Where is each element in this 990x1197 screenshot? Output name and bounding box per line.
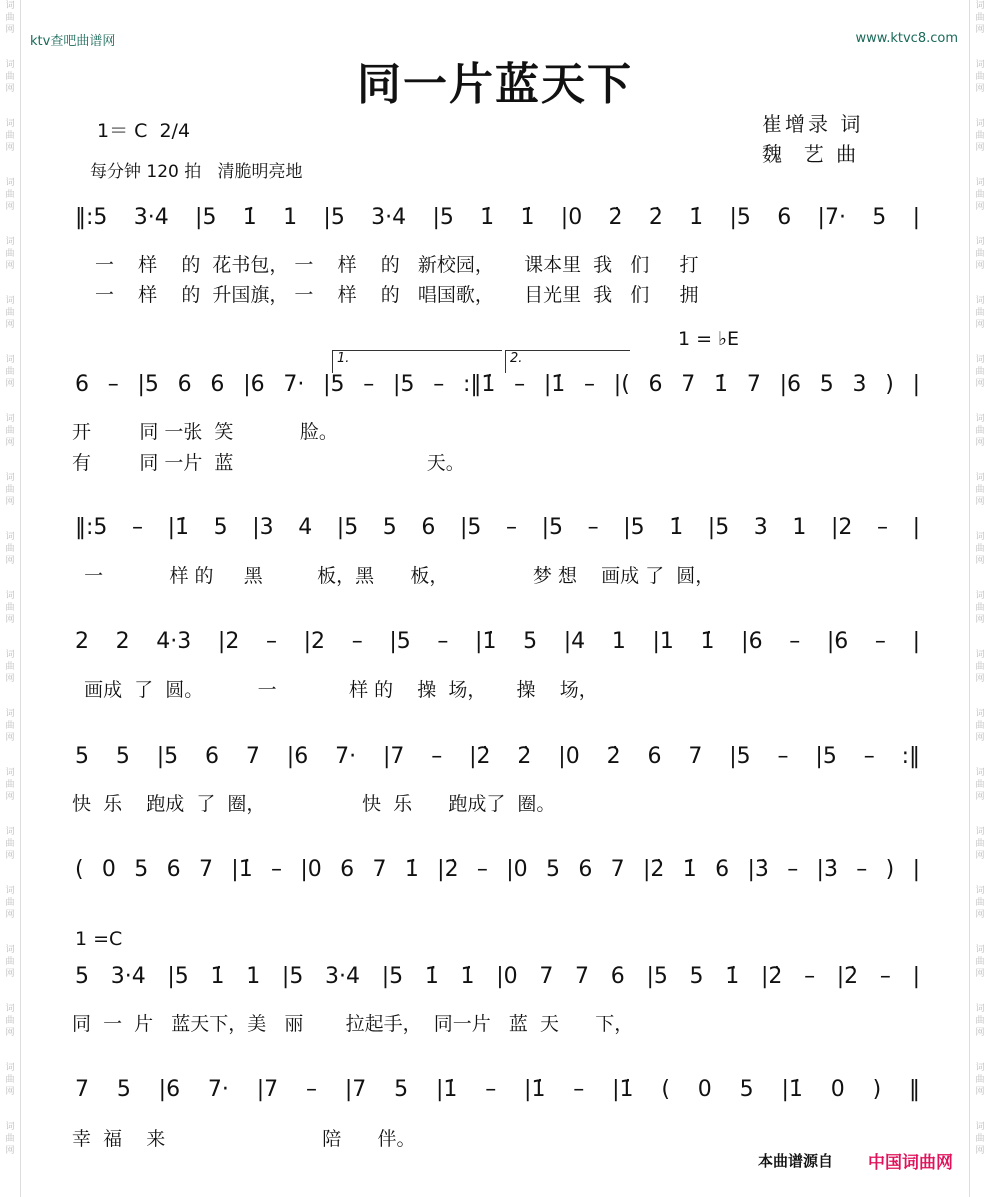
- watermark-text: 词曲网: [5, 886, 15, 920]
- site-name-left[interactable]: ktv查吧曲谱网: [30, 34, 116, 49]
- notation-line-6-interlude: ( 0 5 6 7 |1̇ – |0 6 7 1̇ |2̇ – |0 5 6 7 |2̇ 1̇ 6 |3̇ – |3̇ – ) |: [75, 857, 920, 882]
- watermark-text: 词曲网: [5, 1004, 15, 1038]
- volta-second-ending: 2.: [505, 350, 630, 373]
- notation-line-1: ‖:5 3·4 |5 1̇ 1 |5 3·4 |5 1̇ 1̇ |0 2̇ 2̇ 1̇ |5 6 |7· 5 |: [75, 205, 920, 230]
- watermark-text: 词曲网: [5, 296, 15, 330]
- watermark-text: 词曲网: [5, 1122, 15, 1156]
- lyrics-line-7: 同 一 片 蓝天下，美 丽 拉起手， 同一片 蓝 天 下，: [72, 1013, 634, 1035]
- watermark-text: 词曲网: [5, 532, 15, 566]
- notation-line-7: 5 3·4 |5 1̇ 1 |5 3·4 |5 1̇ 1̇ |0 7 7 6 |5 5 1̇ |2̇ – |2̇ – |: [75, 964, 920, 989]
- watermark-strip-left: [0, 0, 21, 1197]
- site-url-right[interactable]: www.ktvc8.com: [855, 31, 958, 46]
- watermark-text: 词曲网: [975, 1063, 985, 1097]
- watermark-text: 词曲网: [5, 945, 15, 979]
- lyrics-line-8: 幸 福 来 陪 伴。: [72, 1128, 416, 1150]
- lyricist-credit: 崔增录 词: [762, 112, 864, 136]
- notation-line-8: 7 5 |6 7· |7 – |7 5 |1̇ – |1̇ – |1̇ ( 0 5 |1̇ 0 ) ‖: [75, 1077, 920, 1102]
- watermark-text: 词曲网: [5, 60, 15, 94]
- watermark-text: 词曲网: [975, 1004, 985, 1038]
- watermark-text: 词曲网: [975, 591, 985, 625]
- watermark-text: 词曲网: [975, 945, 985, 979]
- watermark-strip-right: [969, 0, 990, 1197]
- watermark-text: 词曲网: [975, 532, 985, 566]
- watermark-text: 词曲网: [975, 414, 985, 448]
- watermark-text: 词曲网: [975, 709, 985, 743]
- watermark-text: 词曲网: [975, 60, 985, 94]
- volta-first-ending: 1.: [332, 350, 502, 373]
- watermark-text: 词曲网: [5, 414, 15, 448]
- watermark-text: 词曲网: [975, 237, 985, 271]
- tempo-marking: 每分钟 120 拍 清脆明亮地: [90, 162, 303, 182]
- key-change-c: 1 =C: [75, 928, 123, 950]
- watermark-text: 词曲网: [5, 178, 15, 212]
- lyrics-line-4: 画成 了 圆。 一 样 的 操 场， 操 场，: [72, 679, 598, 701]
- notation-line-5: 5 5 |5 6 7 |6 7· |7 – |2̇ 2̇ |0 2̇ 6 7 |5 – |5 – :‖: [75, 744, 920, 769]
- watermark-text: 词曲网: [975, 178, 985, 212]
- watermark-text: 词曲网: [5, 473, 15, 507]
- watermark-text: 词曲网: [975, 827, 985, 861]
- watermark-text: 词曲网: [975, 473, 985, 507]
- song-title: 同一片蓝天下: [357, 59, 633, 110]
- watermark-text: 词曲网: [975, 1122, 985, 1156]
- notation-line-4: 2 2 4·3 |2 – |2 – |5 – |1̇ 5 |4 1 |1 1̇ |6 – |6 – |: [75, 629, 920, 654]
- watermark-text: 词曲网: [975, 650, 985, 684]
- watermark-text: 词曲网: [5, 591, 15, 625]
- lyrics-line-3: 一 样 的 黑 板，黑 板， 梦 想 画成 了 圆，: [72, 565, 715, 587]
- watermark-text: 词曲网: [5, 237, 15, 271]
- notation-line-2: 6 – |5 6 6 |6 7· |5 – |5 – :‖1̇ – |1̇ – |( 6 7 1̇ 7 |6 5 3 ) |: [75, 372, 920, 397]
- watermark-text: 词曲网: [975, 886, 985, 920]
- lyrics-line-2a: 开 同 一张 笑 脸。: [72, 421, 338, 443]
- notation-line-3: ‖:5 – |1̇ 5 |3 4 |5 5 6 |5 – |5 – |5 1̇ |5 3 1 |2 – |: [75, 515, 920, 540]
- lyrics-line-5: 快 乐 跑成 了 圈， 快 乐 跑成了 圈。: [72, 793, 556, 815]
- key-change-eb: 1 = ♭E: [678, 328, 740, 350]
- lyrics-line-2b: 有 同 一片 蓝 天。: [72, 452, 465, 474]
- watermark-text: 词曲网: [5, 355, 15, 389]
- lyrics-line-1a: 一 样 的 花书包， 一 样 的 新校园， 课本里 我 们 打: [95, 254, 699, 276]
- watermark-text: 词曲网: [5, 650, 15, 684]
- watermark-text: 词曲网: [975, 768, 985, 802]
- source-label: 本曲谱源自: [758, 1152, 834, 1170]
- watermark-text: 词曲网: [5, 1, 15, 35]
- watermark-text: 词曲网: [5, 768, 15, 802]
- watermark-text: 词曲网: [975, 296, 985, 330]
- watermark-text: 词曲网: [975, 355, 985, 389]
- lyrics-line-1b: 一 样 的 升国旗， 一 样 的 唱国歌， 目光里 我 们 拥: [95, 284, 699, 306]
- watermark-text: 词曲网: [5, 709, 15, 743]
- watermark-text: 词曲网: [975, 1, 985, 35]
- watermark-text: 词曲网: [5, 827, 15, 861]
- key-signature: 1＝ C 2/4: [97, 120, 191, 142]
- composer-credit: 魏 艺 曲: [762, 142, 860, 166]
- watermark-text: 词曲网: [5, 1063, 15, 1097]
- source-site-link[interactable]: 中国词曲网: [868, 1153, 953, 1173]
- watermark-text: 词曲网: [975, 119, 985, 153]
- watermark-text: 词曲网: [5, 119, 15, 153]
